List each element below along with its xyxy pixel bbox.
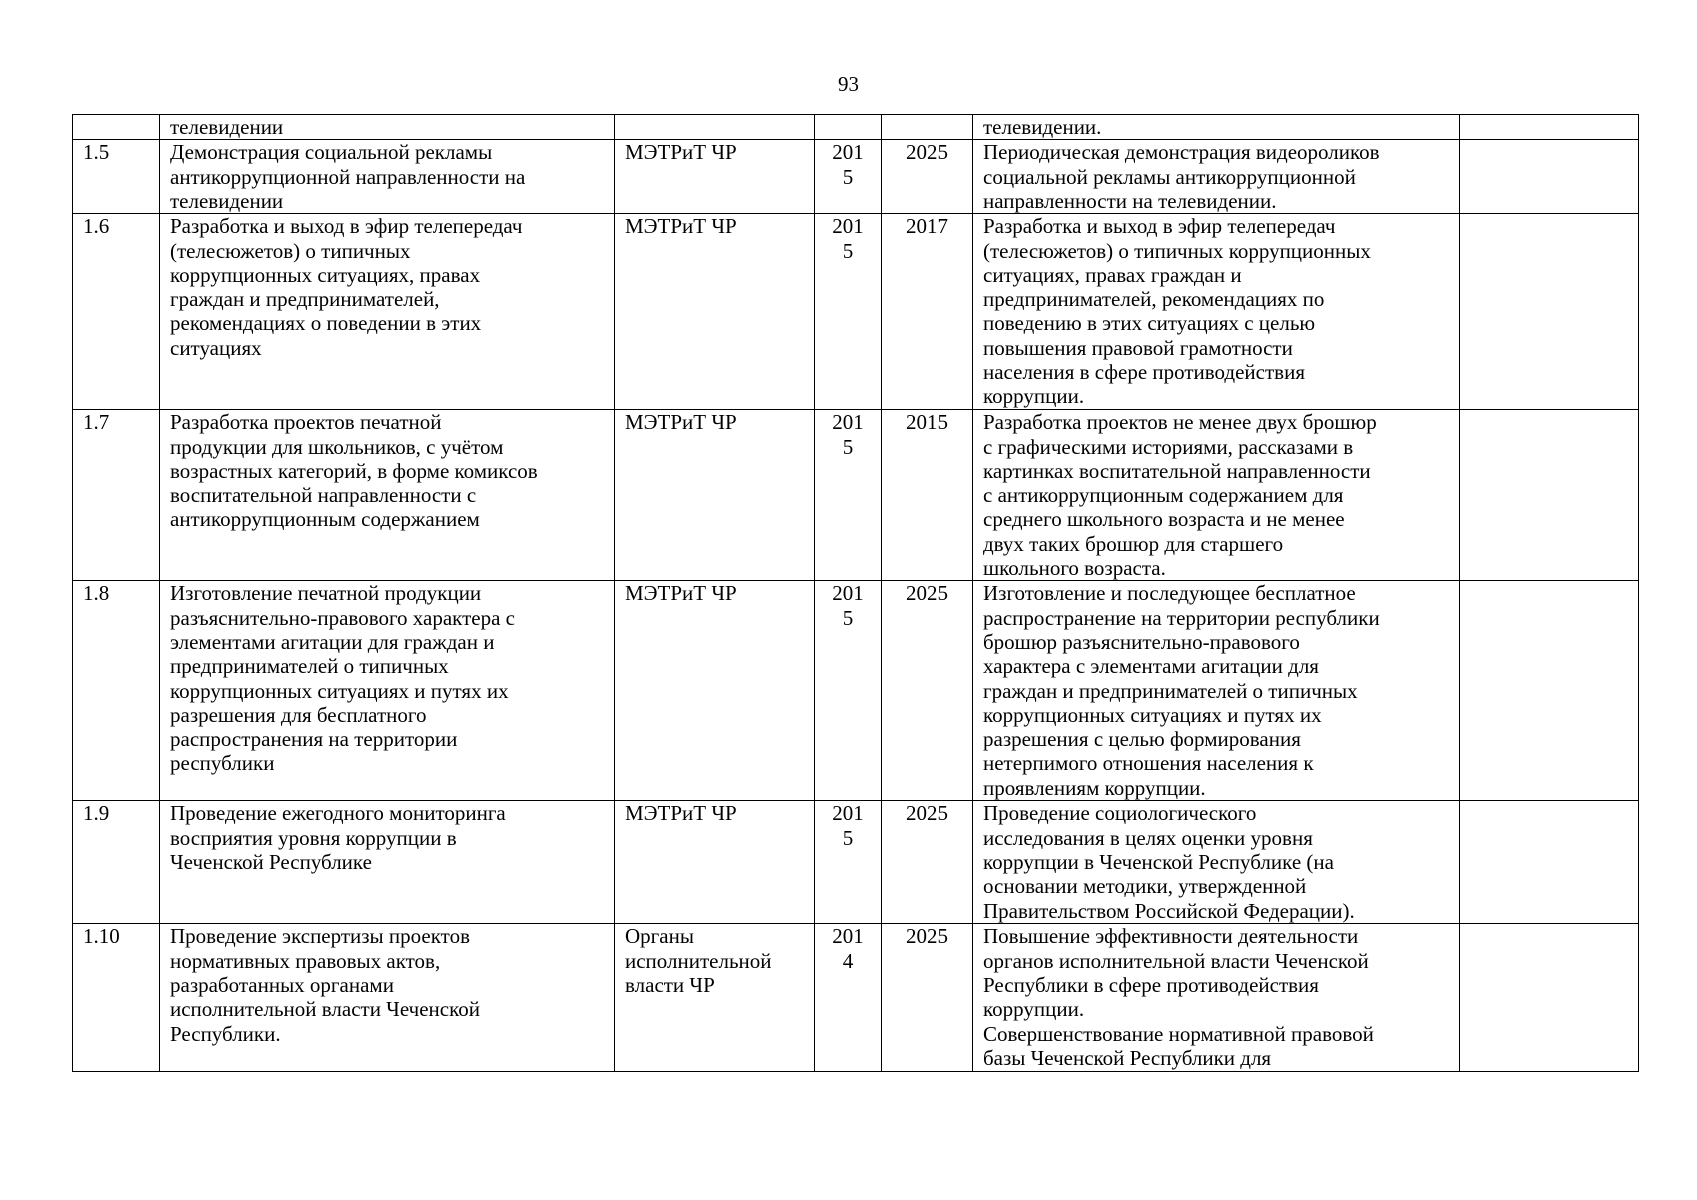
start-year-cell: 201 5 [815,214,882,410]
executor-cell: МЭТРиТ ЧР [615,140,815,214]
start-year-cell: 201 5 [815,410,882,581]
table-row [73,801,1639,924]
measure-cell: Демонстрация социальной рекламы антикоррупционной направленности на телевидении [160,140,615,214]
measure-cell: телевидении [160,115,615,140]
end-year-cell: 2025 [882,924,973,1072]
row-number: 1.10 [73,924,160,1072]
row-number: 1.7 [73,410,160,581]
expected-result-cell: Разработка проектов не менее двух брошюр с графическими историями, рассказами в картинках воспитательной направленности с антикоррупционным содержанием для среднего школьного возраста и не менее двух таких брошюр для старшего школьного возраста. [973,410,1460,581]
executor-cell: Органы исполнительной власти ЧР [615,924,815,1072]
end-year-cell: 2025 [882,801,973,924]
page-number: 93 [838,72,859,96]
start-year-cell [815,115,882,140]
table-row [73,140,1639,214]
row-number: 1.5 [73,140,160,214]
table-row [73,115,1639,140]
start-year-cell: 201 5 [815,140,882,214]
expected-result-cell: телевидении. [973,115,1460,140]
table-row [73,924,1639,1072]
row-number: 1.9 [73,801,160,924]
note-cell [1460,140,1639,214]
measure-cell: Изготовление печатной продукции разъяснительно-правового характера с элементами агитации для граждан и предпринимателей о типичных коррупционных ситуациях и путях их разрешения для бесплатного распространения на территории республики [160,581,615,801]
measures-table [72,114,1639,1072]
executor-cell: МЭТРиТ ЧР [615,214,815,410]
expected-result-cell: Периодическая демонстрация видеороликов социальной рекламы антикоррупционной направленности на телевидении. [973,140,1460,214]
table-row [73,410,1639,581]
table-row [73,581,1639,801]
note-cell [1460,214,1639,410]
row-number: 1.6 [73,214,160,410]
executor-cell: МЭТРиТ ЧР [615,410,815,581]
measure-cell: Разработка и выход в эфир телепередач (телесюжетов) о типичных коррупционных ситуациях, правах граждан и предпринимателей, рекомендациях о поведении в этих ситуациях [160,214,615,410]
start-year-cell: 201 5 [815,801,882,924]
expected-result-cell: Повышение эффективности деятельности органов исполнительной власти Чеченской Республики в сфере противодействия коррупции. Совершенствование нормативной правовой базы Чеченской Республики для [973,924,1460,1072]
expected-result-cell: Проведение социологического исследования в целях оценки уровня коррупции в Чеченской Республике (на основании методики, утвержденной Правительством Российской Федерации). [973,801,1460,924]
expected-result-cell: Изготовление и последующее бесплатное распространение на территории республики брошюр разъяснительно-правового характера с элементами агитации для граждан и предпринимателей о типичных коррупционных ситуациях и путях их разрешения с целью формирования нетерпимого отношения населения к проявлениям коррупции. [973,581,1460,801]
expected-result-cell: Разработка и выход в эфир телепередач (телесюжетов) о типичных коррупционных ситуациях, правах граждан и предпринимателей, рекомендациях по поведению в этих ситуациях с целью повышения правовой грамотности населения в сфере противодействия коррупции. [973,214,1460,410]
end-year-cell: 2017 [882,214,973,410]
executor-cell: МЭТРиТ ЧР [615,581,815,801]
executor-cell [615,115,815,140]
note-cell [1460,924,1639,1072]
row-number [73,115,160,140]
table-row [73,214,1639,410]
measure-cell: Разработка проектов печатной продукции для школьников, с учётом возрастных категорий, в форме комиксов воспитательной направленности с антикоррупционным содержанием [160,410,615,581]
executor-cell: МЭТРиТ ЧР [615,801,815,924]
measure-cell: Проведение экспертизы проектов нормативных правовых актов, разработанных органами исполнительной власти Чеченской Республики. [160,924,615,1072]
note-cell [1460,581,1639,801]
end-year-cell: 2015 [882,410,973,581]
start-year-cell: 201 5 [815,581,882,801]
note-cell [1460,115,1639,140]
end-year-cell: 2025 [882,140,973,214]
note-cell [1460,410,1639,581]
end-year-cell: 2025 [882,581,973,801]
start-year-cell: 201 4 [815,924,882,1072]
end-year-cell [882,115,973,140]
row-number: 1.8 [73,581,160,801]
note-cell [1460,801,1639,924]
measure-cell: Проведение ежегодного мониторинга восприятия уровня коррупции в Чеченской Республике [160,801,615,924]
